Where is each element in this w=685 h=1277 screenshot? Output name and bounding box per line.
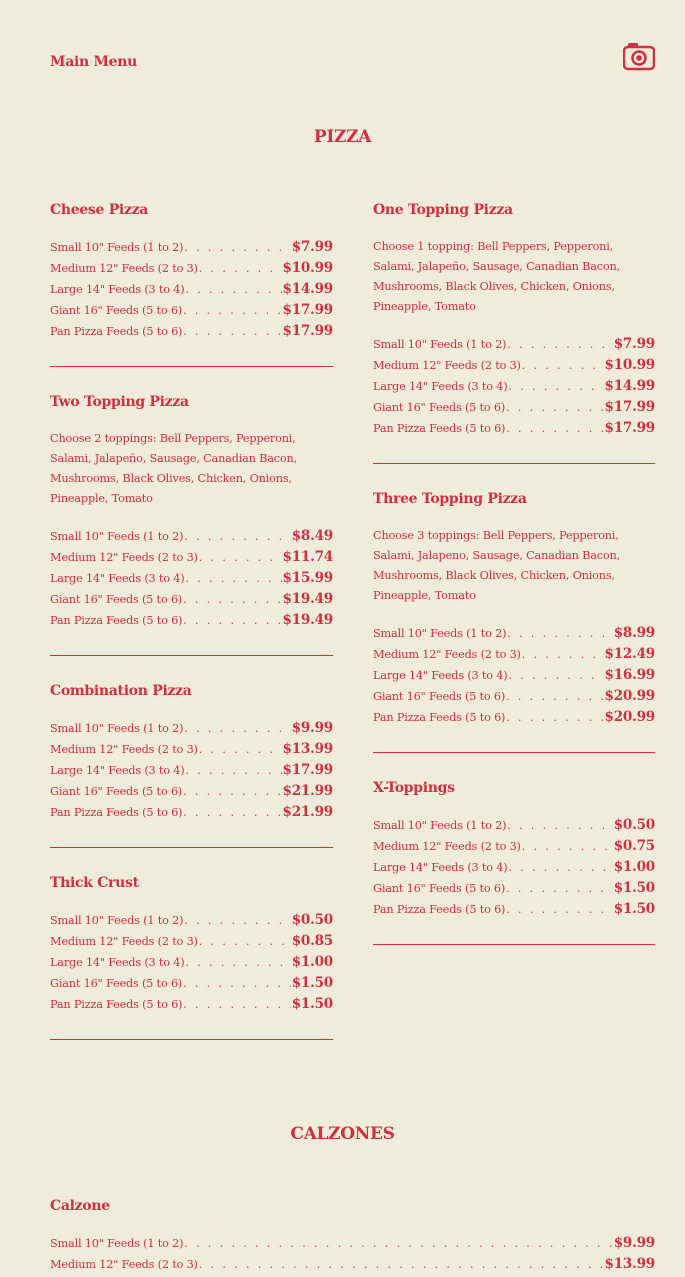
dot-leader [184, 530, 290, 543]
dot-leader [185, 956, 290, 969]
group-title: Two Topping Pizza [50, 394, 189, 410]
menu-item-row [373, 859, 655, 880]
menu-item-row [50, 528, 333, 549]
menu-item-row [373, 901, 655, 922]
item-price: $8.49 [291, 528, 333, 544]
item-label: Small 10" Feeds (1 to 2) [373, 819, 507, 832]
menu-item-row [373, 420, 655, 441]
dot-leader [508, 380, 603, 393]
item-price: $12.49 [604, 646, 655, 662]
item-price: $8.99 [613, 625, 655, 641]
dot-leader [506, 903, 612, 916]
dot-leader [184, 1237, 612, 1250]
item-label: Medium 12" Feeds (2 to 3) [373, 840, 521, 853]
item-label: Pan Pizza Feeds (5 to 6) [50, 998, 183, 1011]
item-price: $0.75 [613, 838, 655, 854]
item-price: $17.99 [604, 420, 655, 436]
left-menu-column [50, 201, 333, 1066]
item-label: Giant 16" Feeds (5 to 6) [50, 304, 183, 317]
item-price: $1.00 [613, 859, 655, 875]
menu-item-row [50, 741, 333, 762]
dot-leader [199, 551, 282, 564]
menu-item-row [373, 625, 655, 646]
menu-item-row [50, 570, 333, 591]
dot-leader [199, 1258, 604, 1271]
item-label: Giant 16" Feeds (5 to 6) [50, 785, 183, 798]
item-label: Small 10" Feeds (1 to 2) [373, 627, 507, 640]
item-price: $1.00 [291, 954, 333, 970]
group-description: Choose 3 toppings: Bell Peppers, Pepperoni, Salami, Jalapeno, Sausage, Canadian Bacon, Mushrooms, Black Olives, Chicken, Onions, Pineapple, Tomato [373, 529, 620, 602]
item-price: $13.99 [604, 1256, 655, 1272]
menu-item-row [373, 667, 655, 688]
dot-leader [522, 359, 604, 372]
item-price: $0.50 [291, 912, 333, 928]
camera-icon[interactable] [623, 43, 655, 71]
dot-leader [183, 806, 281, 819]
menu-item-row [373, 399, 655, 420]
menu-item-row [373, 688, 655, 709]
item-label: Medium 12" Feeds (2 to 3) [373, 359, 521, 372]
item-label: Small 10" Feeds (1 to 2) [50, 722, 184, 735]
item-label: Large 14" Feeds (3 to 4) [373, 669, 508, 682]
menu-item-row [50, 954, 333, 975]
item-label: Large 14" Feeds (3 to 4) [50, 572, 185, 585]
item-price: $15.99 [282, 570, 333, 586]
dot-leader [506, 690, 603, 703]
dot-leader [506, 711, 603, 724]
item-label: Giant 16" Feeds (5 to 6) [373, 401, 506, 414]
menu-group [50, 874, 333, 1040]
menu-item-row [373, 646, 655, 667]
item-label: Pan Pizza Feeds (5 to 6) [50, 325, 183, 338]
item-label: Large 14" Feeds (3 to 4) [373, 380, 508, 393]
dot-leader [506, 422, 603, 435]
dot-leader [184, 722, 290, 735]
item-price: $0.85 [291, 933, 333, 949]
item-label: Pan Pizza Feeds (5 to 6) [373, 903, 506, 916]
item-label: Small 10" Feeds (1 to 2) [50, 241, 184, 254]
dot-leader [185, 283, 281, 296]
menu-item-row [373, 838, 655, 859]
dot-leader [183, 998, 290, 1011]
item-price: $11.74 [282, 549, 333, 565]
item-label: Medium 12" Feeds (2 to 3) [50, 262, 198, 275]
menu-item-row [373, 817, 655, 838]
dot-leader [507, 819, 612, 832]
menu-item-row [50, 591, 333, 612]
menu-item-row [50, 996, 333, 1017]
item-price: $17.99 [282, 302, 333, 318]
menu-item-row [50, 612, 333, 633]
menu-group [373, 201, 655, 464]
item-label: Giant 16" Feeds (5 to 6) [50, 593, 183, 606]
menu-item-row [50, 281, 333, 302]
menu-item-row [50, 323, 333, 344]
dot-leader [199, 935, 291, 948]
dot-leader [506, 882, 613, 895]
dot-leader [508, 861, 612, 874]
group-title: Thick Crust [50, 875, 139, 891]
menu-item-row [373, 880, 655, 901]
item-label: Medium 12" Feeds (2 to 3) [50, 551, 198, 564]
item-label: Pan Pizza Feeds (5 to 6) [50, 614, 183, 627]
item-label: Large 14" Feeds (3 to 4) [50, 956, 185, 969]
item-price: $19.49 [282, 612, 333, 628]
menu-group [373, 490, 655, 753]
item-label: Medium 12" Feeds (2 to 3) [373, 648, 521, 661]
dot-leader [184, 914, 290, 927]
dot-leader [507, 338, 612, 351]
dot-leader [183, 977, 291, 990]
dot-leader [507, 627, 612, 640]
item-price: $17.99 [282, 762, 333, 778]
dot-leader [506, 401, 603, 414]
dot-leader [183, 304, 281, 317]
menu-item-row [50, 762, 333, 783]
top-bar [50, 40, 655, 80]
item-label: Small 10" Feeds (1 to 2) [50, 1237, 184, 1250]
item-label: Large 14" Feeds (3 to 4) [373, 861, 508, 874]
calzones-section-title: CALZONES [290, 1124, 395, 1144]
dot-leader [183, 593, 281, 606]
item-price: $7.99 [291, 239, 333, 255]
item-price: $1.50 [613, 880, 655, 896]
dot-leader [183, 785, 281, 798]
item-price: $21.99 [282, 804, 333, 820]
item-label: Small 10" Feeds (1 to 2) [50, 914, 184, 927]
item-label: Medium 12" Feeds (2 to 3) [50, 935, 198, 948]
main-menu-link[interactable]: Main Menu [50, 54, 138, 70]
dot-leader [522, 648, 604, 661]
group-title: Calzone [50, 1198, 110, 1214]
menu-item-row [50, 783, 333, 804]
item-price: $10.99 [282, 260, 333, 276]
dot-leader [199, 262, 282, 275]
item-label: Large 14" Feeds (3 to 4) [50, 283, 185, 296]
item-price: $0.50 [613, 817, 655, 833]
menu-item-row [373, 378, 655, 399]
item-price: $10.99 [604, 357, 655, 373]
dot-leader [199, 743, 282, 756]
item-label: Medium 12" Feeds (2 to 3) [50, 743, 198, 756]
menu-group [50, 682, 333, 848]
dot-leader [508, 669, 603, 682]
item-price: $1.50 [613, 901, 655, 917]
item-label: Large 14" Feeds (3 to 4) [50, 764, 185, 777]
dot-leader [185, 764, 281, 777]
item-label: Giant 16" Feeds (5 to 6) [373, 882, 506, 895]
group-description: Choose 1 topping: Bell Peppers, Pepperoni, Salami, Jalapeño, Sausage, Canadian Bacon, Mushrooms, Black Olives, Chicken, Onions, Pineapple, Tomato [373, 240, 620, 313]
menu-item-row [50, 975, 333, 996]
item-label: Small 10" Feeds (1 to 2) [373, 338, 507, 351]
menu-item-row [50, 302, 333, 323]
group-title: X-Toppings [373, 780, 455, 796]
item-label: Giant 16" Feeds (5 to 6) [50, 977, 183, 990]
menu-group [373, 779, 655, 945]
item-price: $9.99 [613, 1235, 655, 1251]
item-price: $14.99 [604, 378, 655, 394]
item-label: Pan Pizza Feeds (5 to 6) [50, 806, 183, 819]
menu-item-row [373, 709, 655, 730]
group-title: Cheese Pizza [50, 202, 149, 218]
right-menu-column [373, 201, 655, 971]
pizza-section-title: PIZZA [313, 127, 372, 147]
item-price: $1.50 [291, 996, 333, 1012]
item-price: $9.99 [291, 720, 333, 736]
item-label: Medium 12" Feeds (2 to 3) [50, 1258, 198, 1271]
group-description: Choose 2 toppings: Bell Peppers, Pepperoni, Salami, Jalapeño, Sausage, Canadian Bacon, Mushrooms, Black Olives, Chicken, Onions, Pineapple, Tomato [50, 432, 297, 505]
item-price: $17.99 [282, 323, 333, 339]
menu-group [50, 393, 333, 656]
item-price: $13.99 [282, 741, 333, 757]
menu-item-row [50, 804, 333, 825]
menu-item-row [50, 260, 333, 281]
dot-leader [184, 241, 290, 254]
item-price: $20.99 [604, 709, 655, 725]
item-price: $1.50 [291, 975, 333, 991]
item-label: Pan Pizza Feeds (5 to 6) [373, 711, 506, 724]
item-price: $19.49 [282, 591, 333, 607]
menu-item-row [50, 720, 333, 741]
item-label: Giant 16" Feeds (5 to 6) [373, 690, 506, 703]
group-title: One Topping Pizza [373, 202, 513, 218]
item-label: Small 10" Feeds (1 to 2) [50, 530, 184, 543]
dot-leader [522, 840, 613, 853]
calzone-group [50, 1197, 655, 1277]
item-price: $20.99 [604, 688, 655, 704]
menu-item-row [50, 912, 333, 933]
menu-item-row [50, 1235, 655, 1256]
item-price: $16.99 [604, 667, 655, 683]
menu-item-row [373, 336, 655, 357]
dot-leader [185, 572, 281, 585]
item-price: $17.99 [604, 399, 655, 415]
dot-leader [183, 325, 281, 338]
menu-item-row [50, 933, 333, 954]
item-price: $14.99 [282, 281, 333, 297]
item-label: Pan Pizza Feeds (5 to 6) [373, 422, 506, 435]
menu-item-row [50, 549, 333, 570]
menu-item-row [373, 357, 655, 378]
group-title: Three Topping Pizza [373, 491, 527, 507]
group-title: Combination Pizza [50, 683, 192, 699]
item-price: $21.99 [282, 783, 333, 799]
dot-leader [183, 614, 281, 627]
item-price: $7.99 [613, 336, 655, 352]
menu-item-row [50, 239, 333, 260]
menu-group [50, 201, 333, 367]
